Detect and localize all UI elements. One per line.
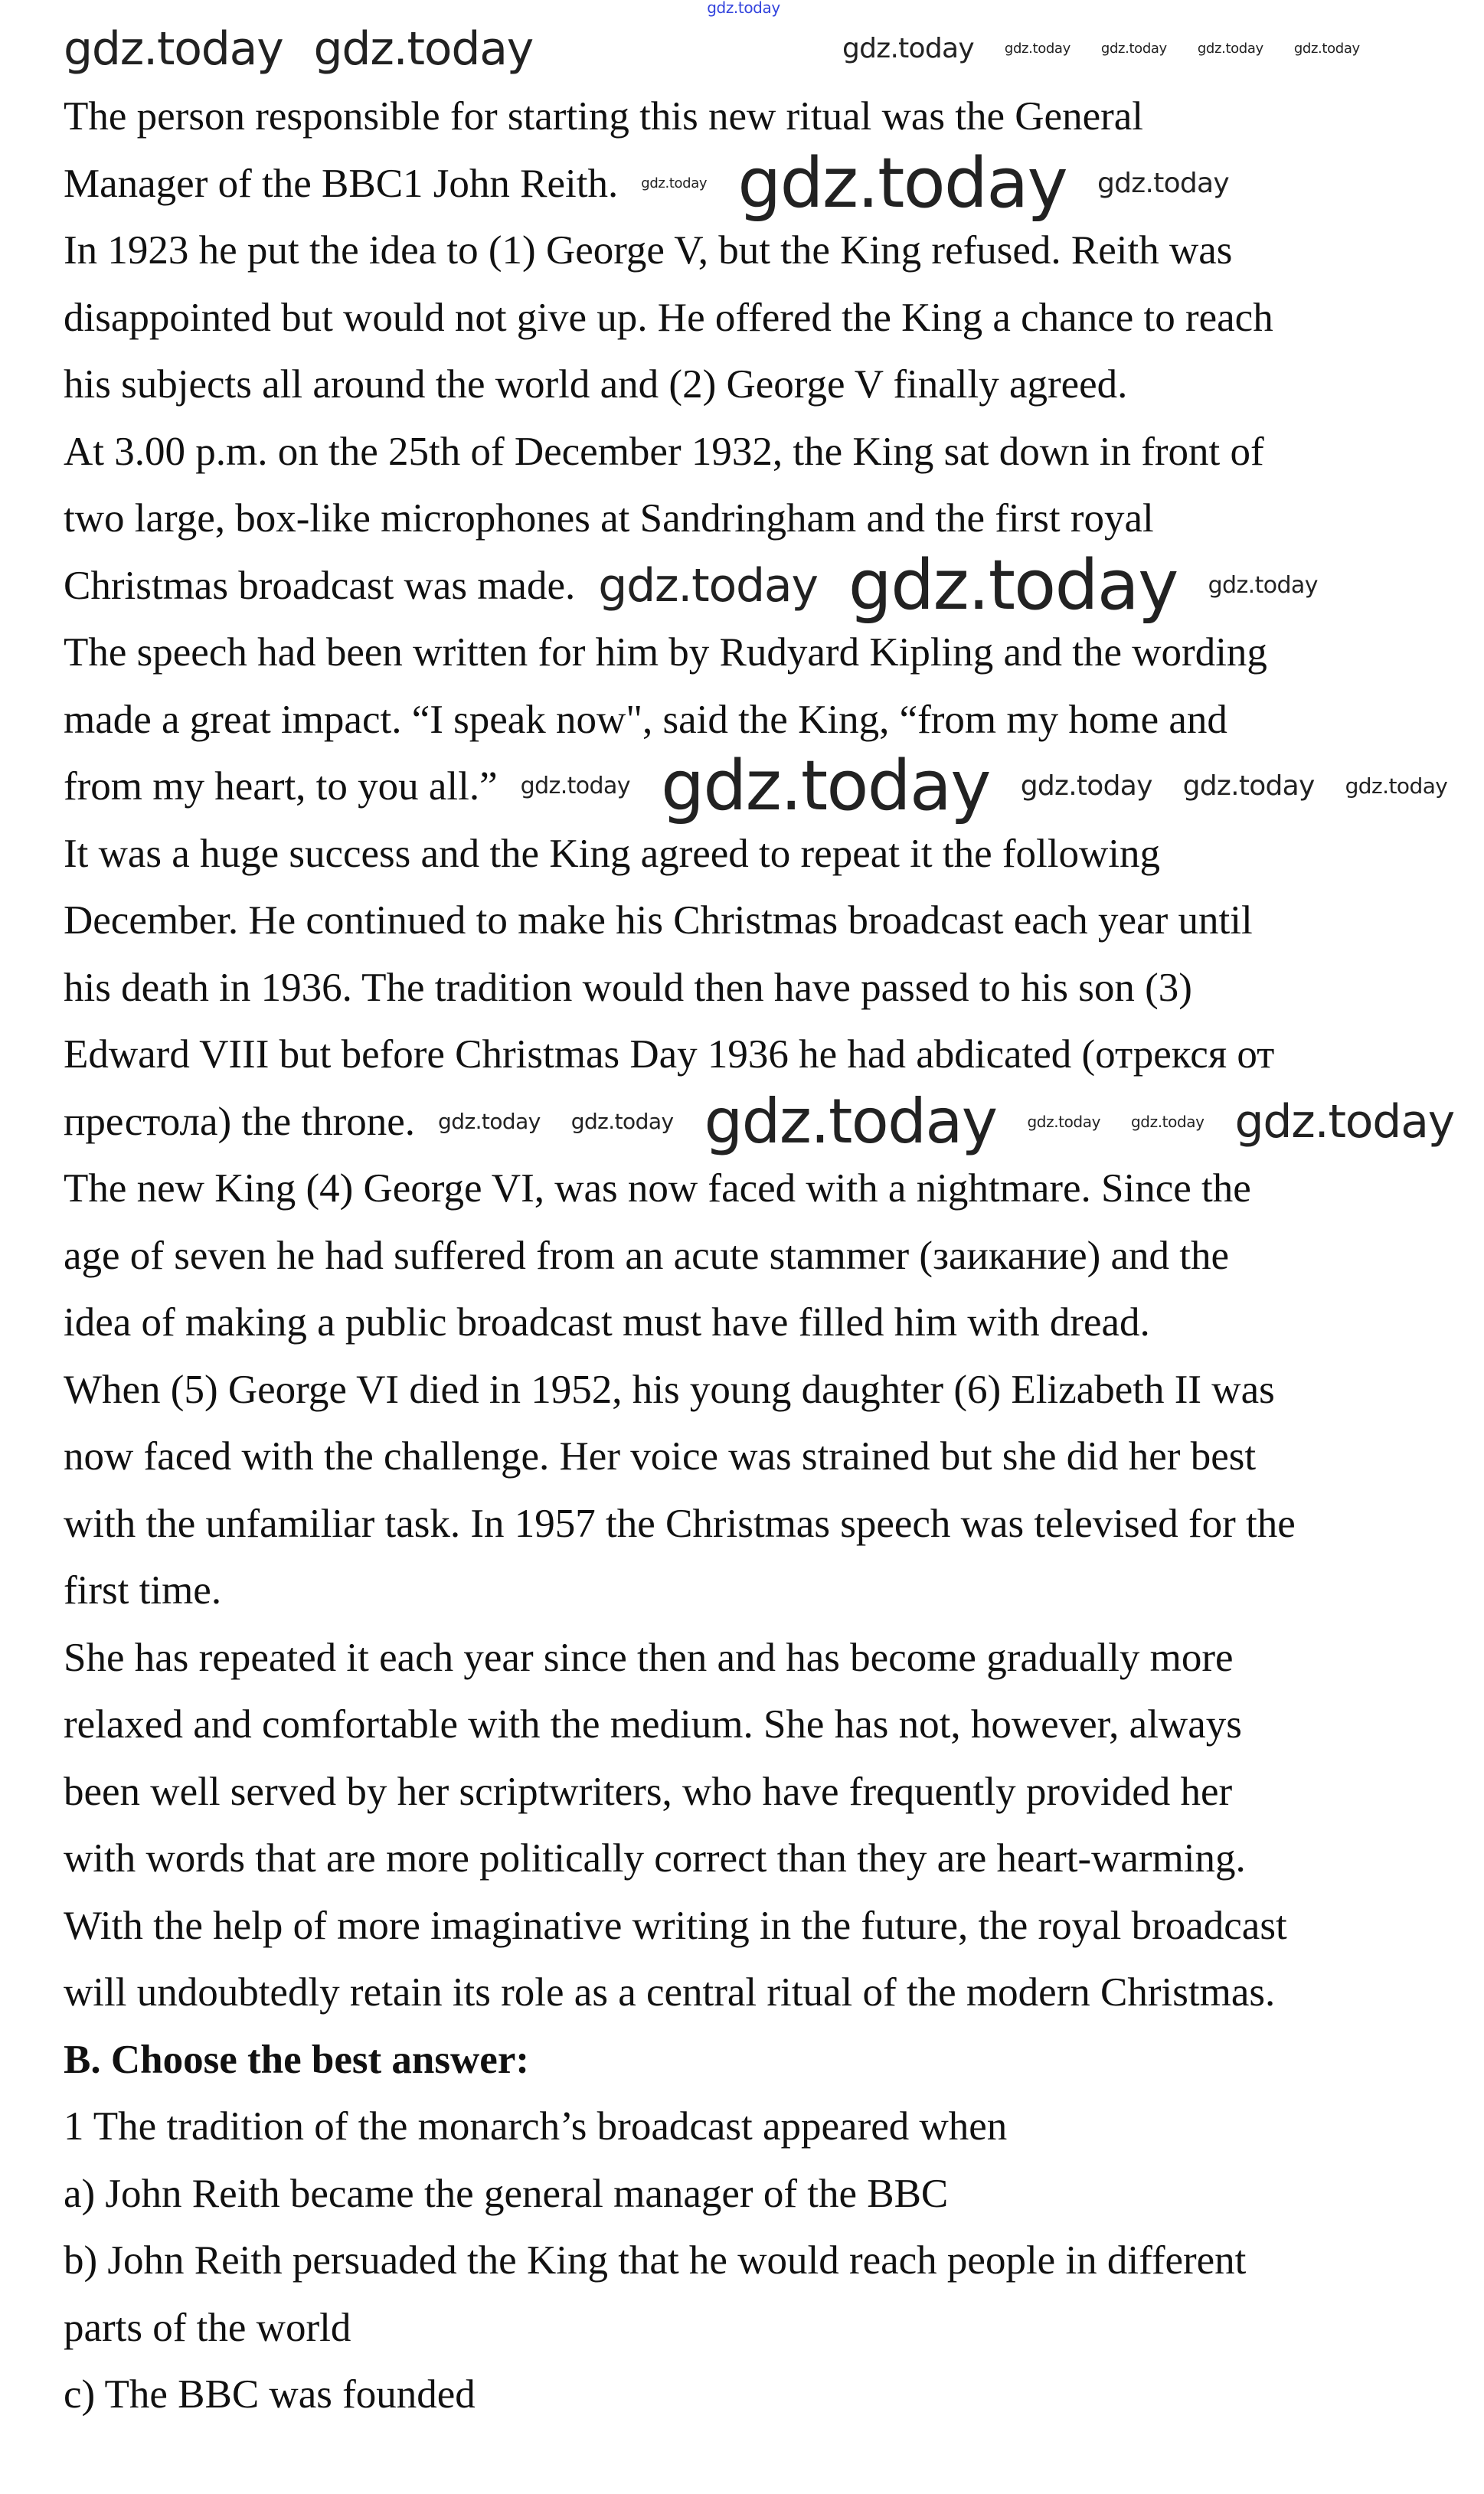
watermark: gdz.today: [704, 1085, 997, 1157]
watermark: gdz.today: [1020, 770, 1152, 802]
text-line: with words that are more politically correct than they are heart-warming.: [64, 1836, 1246, 1881]
watermark: gdz.today: [1208, 571, 1318, 599]
watermark: gdz.today: [1293, 41, 1360, 57]
text-line: 1 The tradition of the monarch’s broadcast appeared when: [64, 2104, 1008, 2149]
text-line: She has repeated it each year since then and has become gradually more: [64, 1635, 1234, 1680]
text-line: Edward VIII but before Christmas Day 1936 he had abdicated (отрекся от: [64, 1032, 1275, 1077]
text-line: relaxed and comfortable with the medium. She has not, however, always: [64, 1702, 1242, 1747]
watermark: gdz.today: [570, 1108, 674, 1134]
watermark: gdz.today: [520, 773, 630, 799]
text-line: The speech had been written for him by Rudyard Kipling and the wording: [64, 630, 1267, 675]
text-line: parts of the world: [64, 2305, 351, 2350]
watermark: gdz.today: [64, 22, 283, 76]
text-line: been well served by her scriptwriters, who have frequently provided her: [64, 1769, 1233, 1814]
text-line: from my heart, to you all.”: [64, 764, 498, 809]
text-line: When (5) George VI died in 1952, his young daughter (6) Elizabeth II was: [64, 1367, 1275, 1412]
text-line: Manager of the BBC1 John Reith.: [64, 161, 619, 206]
watermark: gdz.today: [1197, 41, 1263, 57]
text-line: his subjects all around the world and (2) George V finally agreed.: [64, 362, 1128, 407]
text-line: It was a huge success and the King agreed to repeat it the following: [64, 831, 1161, 876]
watermark: gdz.today: [707, 0, 780, 17]
text-line: his death in 1936. The tradition would then have passed to his son (3): [64, 965, 1192, 1010]
watermark: gdz.today: [1100, 41, 1167, 57]
watermark: gdz.today: [641, 175, 708, 191]
text-line: age of seven he had suffered from an acute stammer (заикание) and the: [64, 1233, 1230, 1278]
watermark: gdz.today: [438, 1108, 541, 1134]
watermark: gdz.today: [313, 22, 534, 76]
watermark: gdz.today: [737, 142, 1067, 224]
watermark: gdz.today: [598, 558, 818, 613]
watermark: gdz.today: [1234, 1094, 1455, 1149]
watermark: gdz.today: [848, 544, 1178, 626]
text-line: At 3.00 p.m. on the 25th of December 1932, the King sat down in front of: [64, 429, 1264, 474]
text-line: Christmas broadcast was made.: [64, 563, 576, 608]
text-line: c) The BBC was founded: [64, 2372, 476, 2417]
text-line: two large, box-like microphones at Sandringham and the first royal: [64, 496, 1154, 541]
watermark: gdz.today: [1131, 1112, 1205, 1131]
section-heading: B. Choose the best answer:: [64, 2037, 529, 2082]
watermark: gdz.today: [1182, 770, 1315, 802]
text-line: will undoubtedly retain its role as a central ritual of the modern Christmas.: [64, 1970, 1276, 2015]
text-line: made a great impact. “I speak now", said the King, “from my home and: [64, 697, 1227, 742]
text-line: December. He continued to make his Christmas broadcast each year until: [64, 898, 1253, 943]
watermark: gdz.today: [660, 746, 990, 826]
text-line: престола) the throne.: [64, 1099, 416, 1144]
text-line: with the unfamiliar task. In 1957 the Christmas speech was televised for the: [64, 1501, 1296, 1546]
text-line: now faced with the challenge. Her voice was strained but she did her best: [64, 1434, 1257, 1479]
text-line: The person responsible for starting this new ritual was the General: [64, 94, 1143, 139]
watermark: gdz.today: [842, 33, 974, 64]
watermark: gdz.today: [1004, 41, 1071, 57]
text-line: b) John Reith persuaded the King that he would reach people in different: [64, 2238, 1247, 2283]
text-line: idea of making a public broadcast must have filled him with dread.: [64, 1300, 1150, 1345]
text-line: The new King (4) George VI, was now faced with a nightmare. Since the: [64, 1166, 1251, 1211]
watermark: gdz.today: [1345, 773, 1448, 799]
text-line: In 1923 he put the idea to (1) George V, but the King refused. Reith was: [64, 228, 1233, 273]
watermark: gdz.today: [1027, 1112, 1101, 1131]
text-line: With the help of more imaginative writing in the future, the royal broadcast: [64, 1903, 1287, 1948]
text-line: first time.: [64, 1568, 222, 1613]
watermark: gdz.today: [1097, 167, 1229, 199]
text-line: disappointed but would not give up. He offered the King a chance to reach: [64, 295, 1273, 340]
text-line: a) John Reith became the general manager of the BBC: [64, 2171, 949, 2216]
